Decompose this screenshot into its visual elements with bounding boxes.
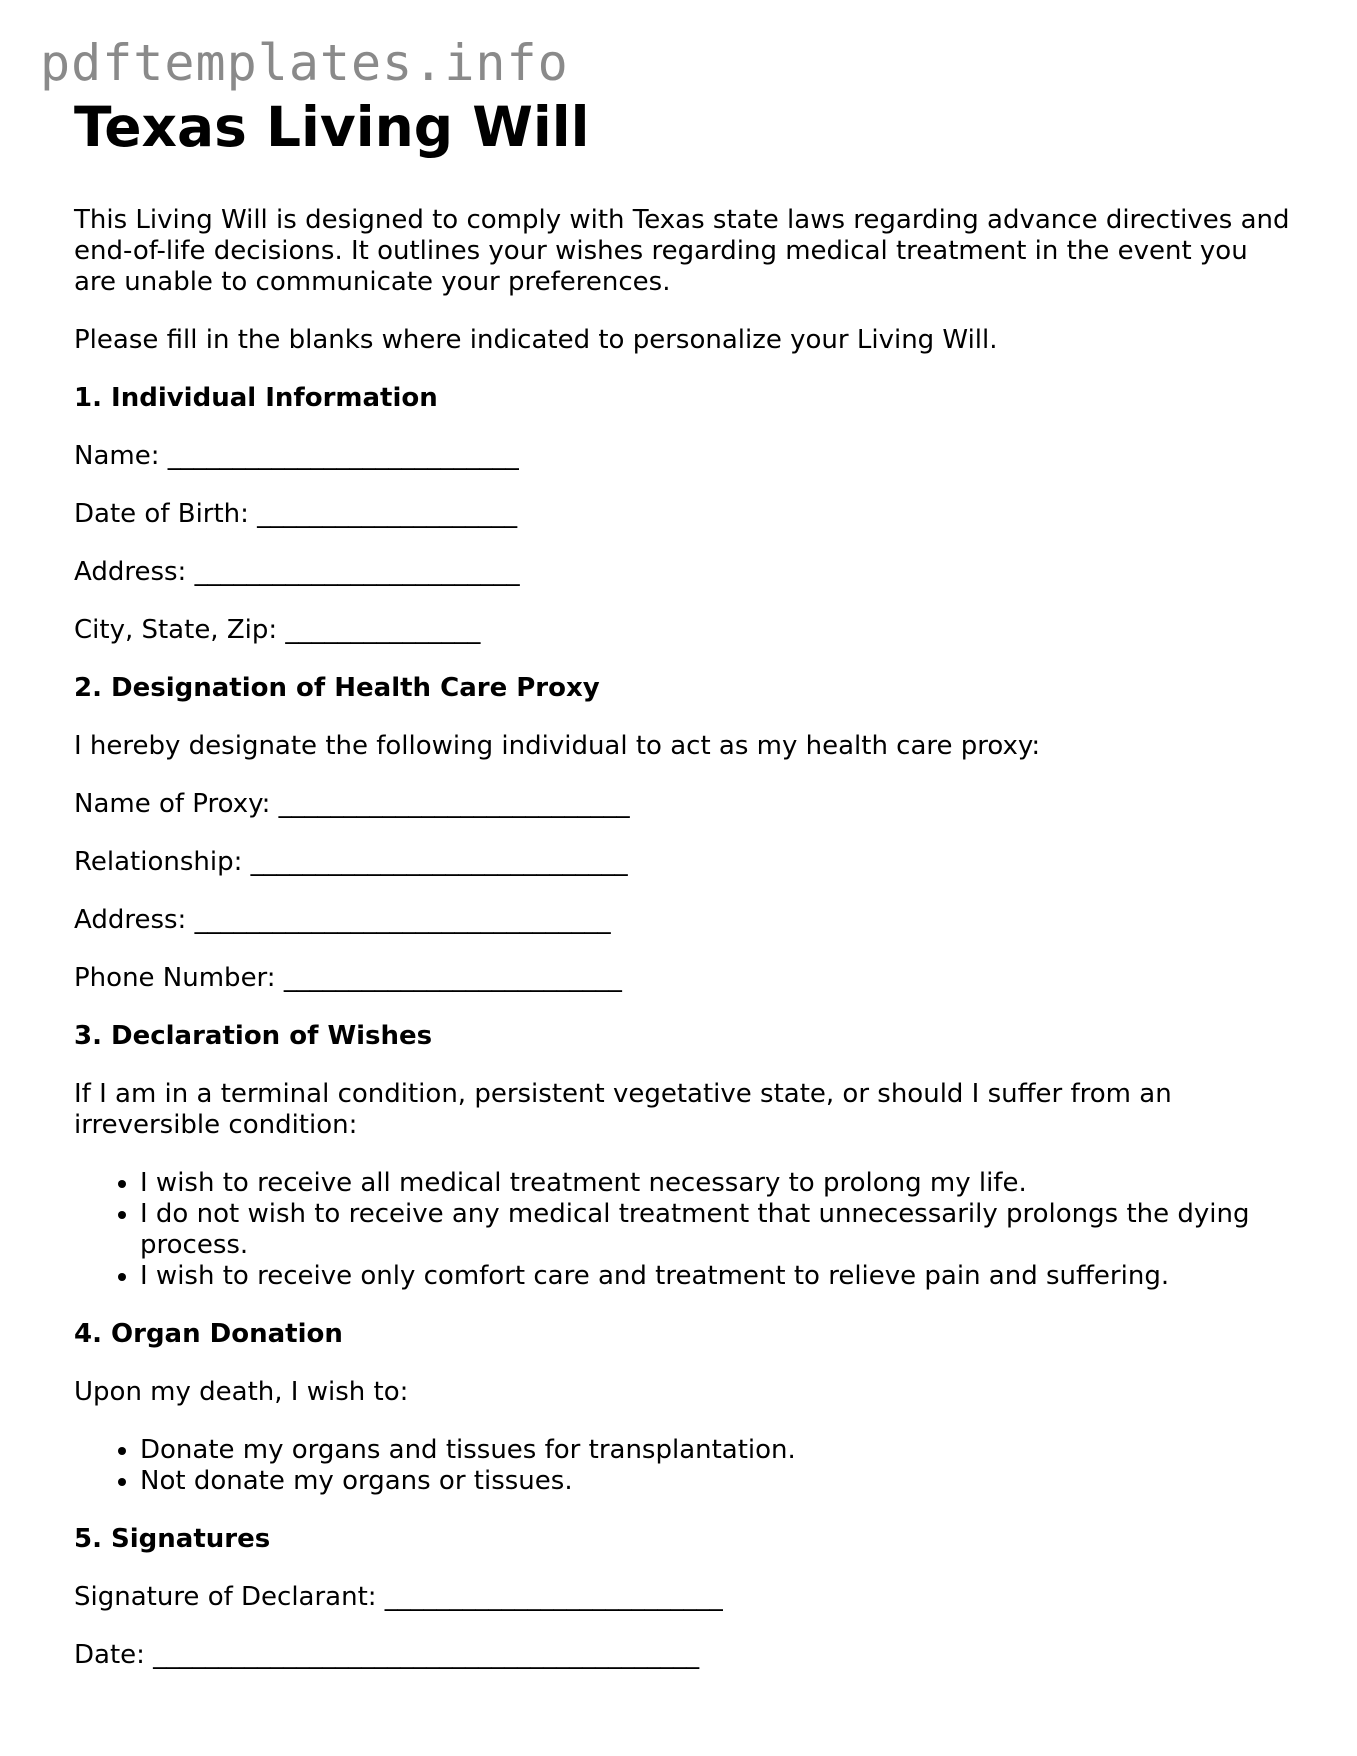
signature-date-field: Date: __________________________________________ [74, 1640, 700, 1671]
section-3-heading: 3. Declaration of Wishes [74, 1021, 433, 1052]
wishes-condition-text: If I am in a terminal condition, persistent vegetative state, or should I suffer from an irreversible condition: [74, 1079, 1172, 1141]
organ-donation-options-list [74, 1435, 1294, 1497]
declarant-signature-field: Signature of Declarant: __________________________ [74, 1582, 723, 1613]
name-field: Name: ___________________________ [74, 441, 519, 472]
city-state-zip-field: City, State, Zip: _______________ [74, 615, 481, 646]
list-item: • I wish to receive only comfort care and treatment to relieve pain and suffering. [140, 1261, 1294, 1292]
document-title: Texas Living Will [74, 95, 590, 159]
proxy-address-field: Address: ________________________________ [74, 905, 611, 936]
organ-donation-text: Upon my death, I wish to: [74, 1377, 409, 1408]
section-5-heading: 5. Signatures [74, 1524, 271, 1555]
address-field: Address: _________________________ [74, 557, 520, 588]
proxy-phone-field: Phone Number: __________________________ [74, 963, 622, 994]
document-page [74, 96, 1294, 1671]
intro-paragraph: This Living Will is designed to comply with Texas state laws regarding advance directives and end-of-life decisions. It outlines your wishes regarding medical treatment in the event you are unable to communicate your preferences. [74, 205, 1290, 298]
list-item: • Donate my organs and tissues for transplantation. [140, 1435, 1294, 1466]
proxy-designation-text: I hereby designate the following individual to act as my health care proxy: [74, 731, 1041, 762]
list-item: • I wish to receive all medical treatment necessary to prolong my life. [140, 1168, 1294, 1199]
proxy-name-field: Name of Proxy: ___________________________ [74, 789, 630, 820]
watermark: pdftemplates.info [40, 34, 569, 92]
list-item: • Not donate my organs or tissues. [140, 1466, 1294, 1497]
section-2-heading: 2. Designation of Health Care Proxy [74, 673, 600, 704]
proxy-relationship-field: Relationship: _____________________________ [74, 847, 628, 878]
wishes-options-list [74, 1168, 1294, 1292]
list-item: • I do not wish to receive any medical treatment that unnecessarily prolongs the dying process. [140, 1199, 1294, 1261]
date-of-birth-field: Date of Birth: ____________________ [74, 499, 518, 530]
section-1-heading: 1. Individual Information [74, 383, 438, 414]
instructions-paragraph: Please fill in the blanks where indicated to personalize your Living Will. [74, 325, 998, 356]
section-4-heading: 4. Organ Donation [74, 1319, 343, 1350]
